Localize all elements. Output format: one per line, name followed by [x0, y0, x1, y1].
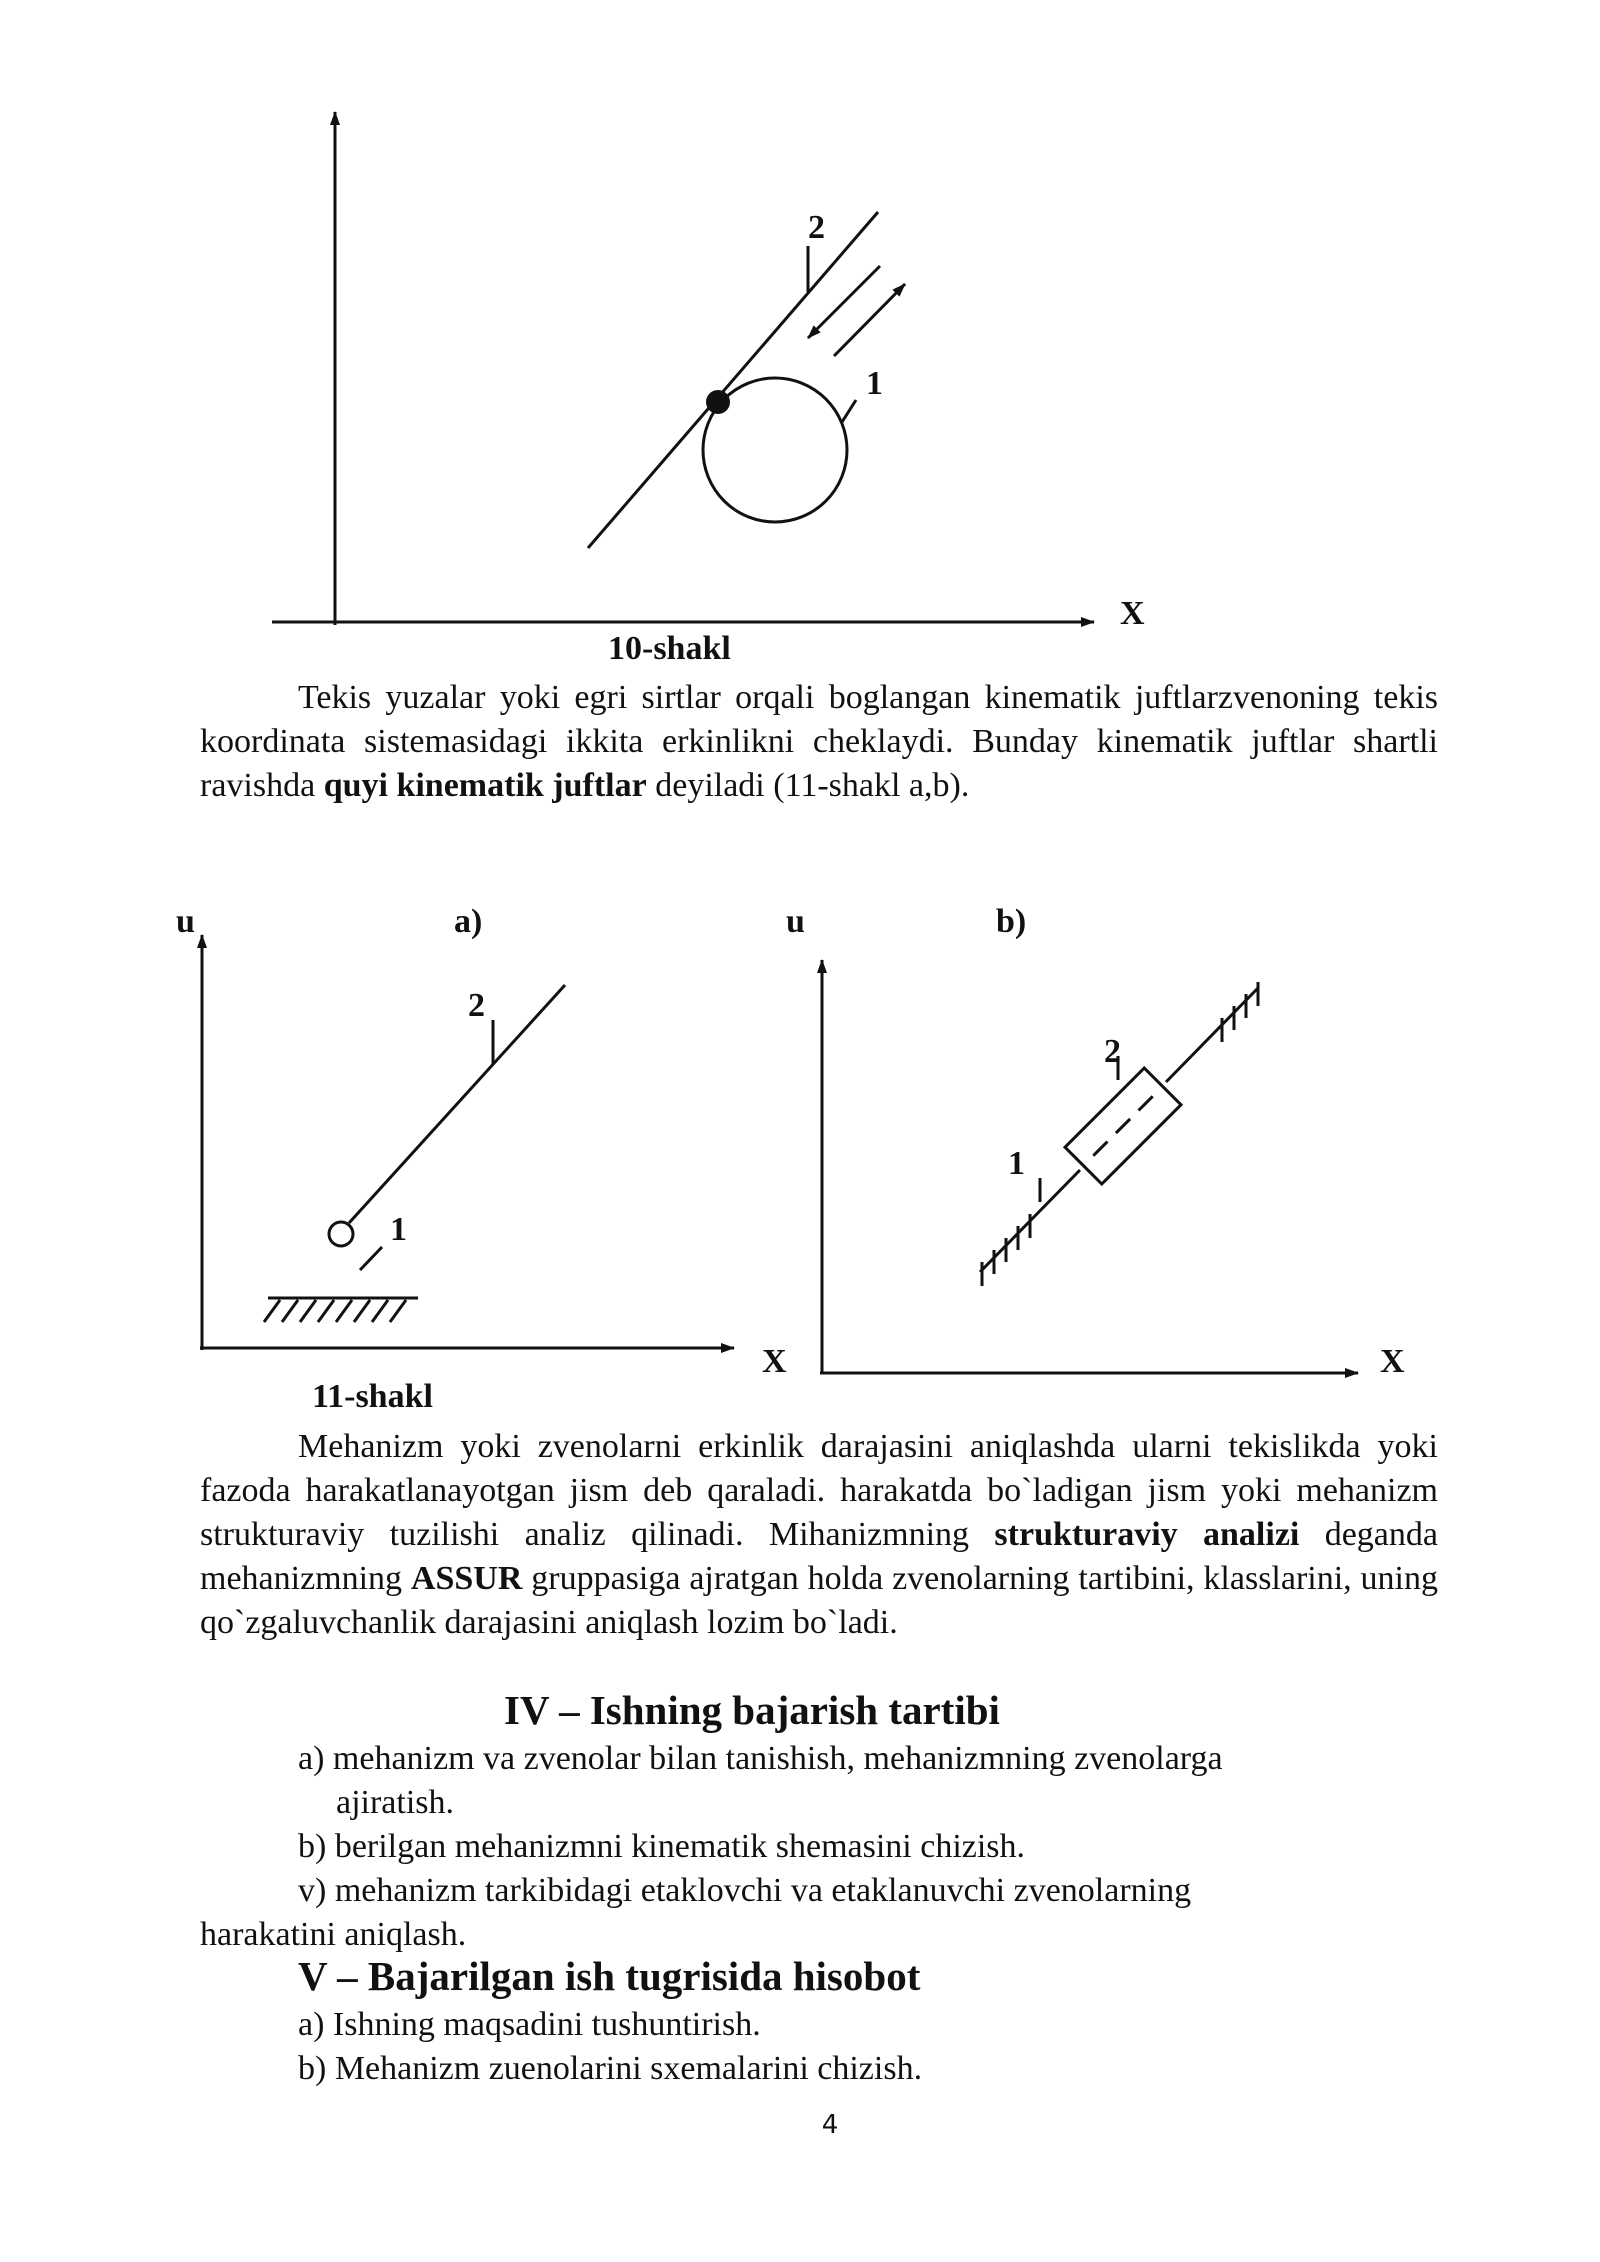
paragraph2-bold-assur: ASSUR	[410, 1560, 523, 1597]
section4-item-a-line2: ajiratish.	[336, 1784, 455, 1821]
section4-item-v-line1: v) mehanizm tarkibidagi etaklovchi va etaklanuvchi zvenolarning	[298, 1872, 1192, 1909]
paragraph2-text-b: deganda mehanizmning	[200, 1516, 1438, 1597]
fig11a-ground-hatching	[264, 1300, 406, 1322]
fig11a-panel	[200, 935, 734, 1350]
section5-item-a: a) Ishning maqsadini tushuntirish.	[298, 2006, 761, 2043]
fig11a-panel-label: a)	[454, 903, 483, 940]
fig11b-y-label: u	[786, 903, 805, 940]
fig11a-label-2: 2	[468, 987, 485, 1024]
figure-10-caption: 10-shakl	[608, 630, 731, 667]
section4-item-b: b) berilgan mehanizmni kinematik shemasini chizish.	[298, 1828, 1026, 1865]
paragraph2-text-c: gruppasiga ajratgan holda zvenolarning tartibini, klasslarini, uning qo`zgaluvchanlik darajasini aniqlash lozim bo`ladi.	[200, 1560, 1438, 1641]
section4-item-a-line1: a) mehanizm va zvenolar bilan tanishish, mehanizmning zvenolarga	[298, 1740, 1223, 1777]
fig11a-y-label: u	[176, 903, 195, 940]
paragraph-lower-pairs	[200, 676, 1438, 808]
fig10-leader-1	[842, 400, 856, 422]
fig10-contact-point	[706, 390, 730, 414]
fig11b-x-label: X	[1380, 1343, 1405, 1380]
fig11a-pin-joint	[329, 1222, 353, 1246]
paragraph1-text-a: Tekis yuzalar yoki egri sirtlar orqali boglangan kinematik juftlarzvenoning tekis koordinata sistemasidagi ikkita erkinlikni cheklaydi. Bunday kinematik juftlar shartli ravishda	[200, 679, 1438, 804]
fig11b-panel-label: b)	[996, 903, 1027, 940]
paragraph2-bold-structural: strukturaviy analizi	[994, 1516, 1300, 1553]
section4-item-v-line2: harakatini aniqlash.	[200, 1916, 467, 1953]
fig11b-hatching-lower	[982, 1214, 1030, 1286]
fig11b-guide-upper	[1166, 988, 1258, 1082]
page-number: 4	[821, 2110, 839, 2140]
paragraph1-text-b: deyiladi (11-shakl a,b).	[646, 767, 970, 804]
fig10-x-label: X	[1120, 595, 1145, 632]
figure-11	[0, 880, 1600, 1400]
fig11a-leader-1	[360, 1247, 382, 1270]
paragraph-structural-analysis	[200, 1425, 1438, 1645]
fig11a-label-1: 1	[390, 1211, 407, 1248]
fig11a-link	[349, 985, 565, 1223]
figure-11-caption: 11-shakl	[312, 1378, 433, 1415]
paragraph2-text-a: Mehanizm yoki zvenolarni erkinlik darajasini aniqlashda ularni tekislikda yoki fazoda harakatlanayotgan jism deb qaraladi. harakatda bo`ladigan jism yoki mehanizm strukturaviy tuzilishi analiz qilinadi. Mihanizmning	[200, 1428, 1438, 1553]
section-5-heading: V – Bajarilgan ish tugrisida hisobot	[298, 1953, 921, 1999]
section-4-heading: IV – Ishning bajarish tartibi	[504, 1687, 1000, 1733]
section5-item-b: b) Mehanizm zuenolarini sxemalarini chizish.	[298, 2050, 923, 2087]
fig10-motion-arrow-down	[808, 266, 880, 338]
fig10-motion-arrow-up	[834, 284, 905, 356]
fig10-label-1: 1	[866, 365, 883, 402]
figure-10	[0, 0, 1600, 660]
fig11b-label-2: 2	[1104, 1033, 1121, 1070]
fig11b-label-1: 1	[1008, 1145, 1025, 1182]
paragraph1-bold-term: quyi kinematik juftlar	[323, 767, 647, 804]
fig11a-x-label: X	[762, 1343, 787, 1380]
fig11b-slider-block	[1065, 1068, 1181, 1184]
fig11b-panel	[820, 960, 1358, 1374]
fig11b-hatching-upper	[1222, 982, 1258, 1042]
fig10-inclined-link	[588, 212, 878, 548]
fig10-label-2: 2	[808, 209, 825, 246]
